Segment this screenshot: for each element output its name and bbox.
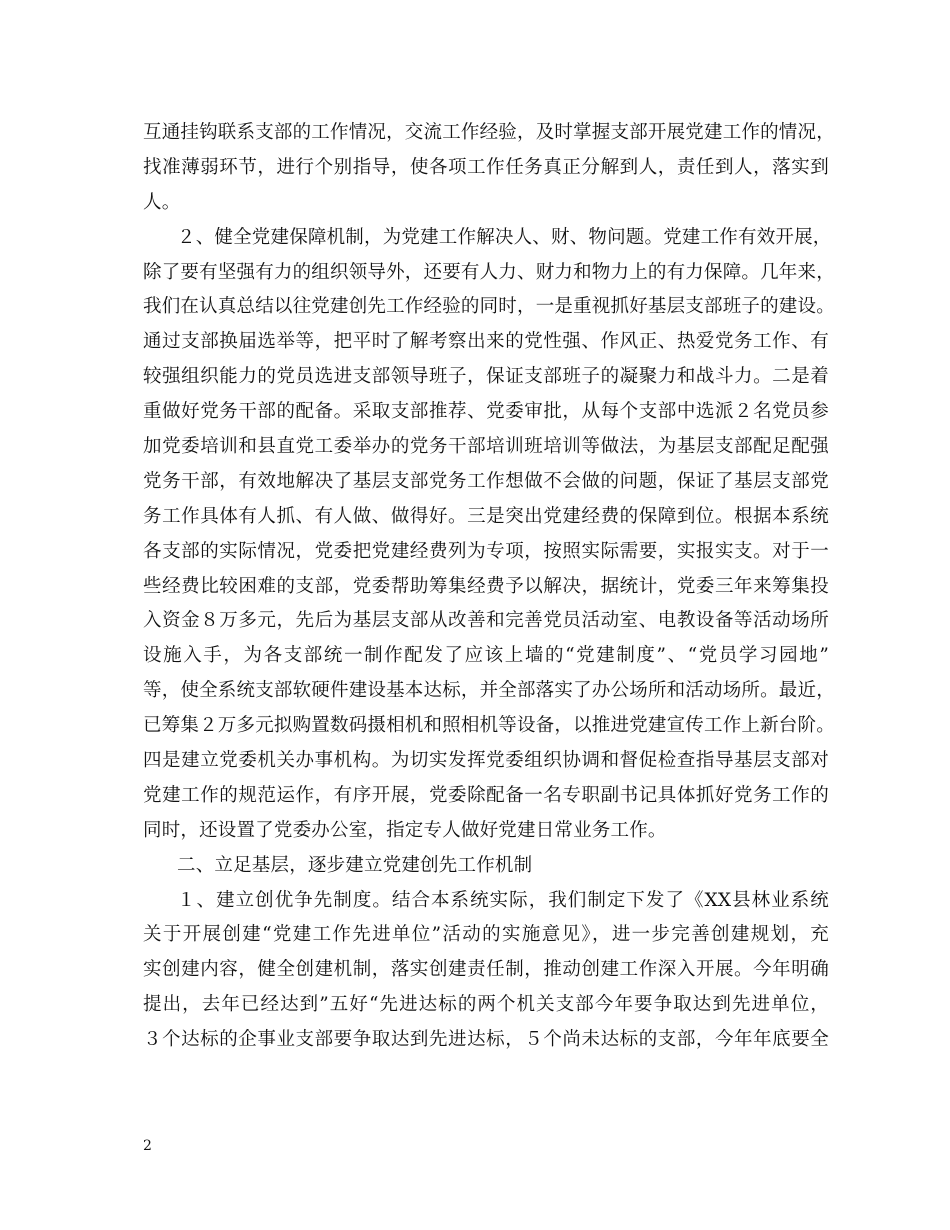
text-line-9: 重做好党务干部的配备。采取支部推荐、党委审批，从每个支部中选派２名党员参 [143, 401, 829, 423]
text-line-13: 各支部的实际情况，党委把党建经费列为专项，按照实际需要，实报实支。对于一 [143, 540, 829, 562]
text-line-10: 加党委培训和县直党工委举办的党务干部培训班培训等做法，为基层支部配足配强 [143, 436, 829, 458]
text-line-17: 等，使全系统支部软硬件建设基本达标，并全部落实了办公场所和活动场所。最近， [143, 680, 835, 702]
text-line-2: 找准薄弱环节，进行个别指导，使各项工作任务真正分解到人，责任到人，落实到 [143, 156, 829, 178]
text-line-6: 我们在认真总结以往党建创先工作经验的同时，一是重视抓好基层支部班子的建设。 [143, 296, 835, 318]
text-line-23: １、建立创优争先制度。结合本系统实际，我们制定下发了《XX县林业系统 [177, 889, 829, 911]
text-line-27: ３个达标的企事业支部要争取达到先进达标，５个尚未达标的支部，今年年底要全 [143, 1029, 829, 1051]
text-line-14: 些经费比较困难的支部，党委帮助筹集经费予以解决，据统计，党委三年来筹集投 [143, 575, 829, 597]
text-line-5: 除了要有坚强有力的组织领导外，还要有人力、财力和物力上的有力保障。几年来， [143, 261, 835, 283]
text-line-21: 同时，还设置了党委办公室，指定专人做好党建日常业务工作。 [143, 819, 667, 841]
text-line-1: 互通挂钩联系支部的工作情况，交流工作经验，及时掌握支部开展党建工作的情况， [143, 122, 835, 143]
text-line-24: 关于开展创建“党建工作先进单位”活动的实施意见》，进一步完善创建规划，充 [143, 924, 829, 946]
text-line-19: 四是建立党委机关办事机构。为切实发挥党委组织协调和督促检查指导基层支部对 [143, 750, 829, 772]
text-line-20: 党建工作的规范运作，有序开展，党委除配备一名专职副书记具体抓好党务工作的 [143, 784, 829, 806]
text-line-8: 较强组织能力的党员选进支部领导班子，保证支部班子的凝聚力和战斗力。二是着 [143, 366, 829, 388]
text-line-15: 入资金８万多元，先后为基层支部从改善和完善党员活动室、电教设备等活动场所 [143, 610, 829, 632]
text-line-26: 提出，去年已经达到”五好“先进达标的两个机关支部今年要争取达到先进单位， [143, 994, 829, 1016]
text-line-25: 实创建内容，健全创建机制，落实创建责任制，推动创建工作深入开展。今年明确 [143, 959, 829, 981]
text-line-18: 已筹集２万多元拟购置数码摄相机和照相机等设备，以推进党建宣传工作上新台阶。 [143, 715, 835, 737]
document-body [143, 116, 835, 1058]
text-line-12: 务工作具体有人抓、有人做、做得好。三是突出党建经费的保障到位。根据本系统 [143, 505, 829, 527]
text-line-11: 党务干部，有效地解决了基层支部党务工作想做不会做的问题，保证了基层支部党 [143, 470, 829, 492]
text-line-16: 设施入手，为各支部统一制作配发了应该上墙的“党建制度”、“党员学习园地” [143, 645, 829, 667]
page-number: 2 [143, 1138, 152, 1154]
text-line-4: ２、健全党建保障机制，为党建工作解决人、财、物问题。党建工作有效开展， [177, 226, 832, 248]
text-line-3: 人。 [143, 191, 181, 213]
section-heading: 二、立足基层，逐步建立党建创先工作机制 [177, 854, 533, 876]
text-line-7: 通过支部换届选举等，把平时了解考察出来的党性强、作风正、热爱党务工作、有 [143, 331, 829, 353]
